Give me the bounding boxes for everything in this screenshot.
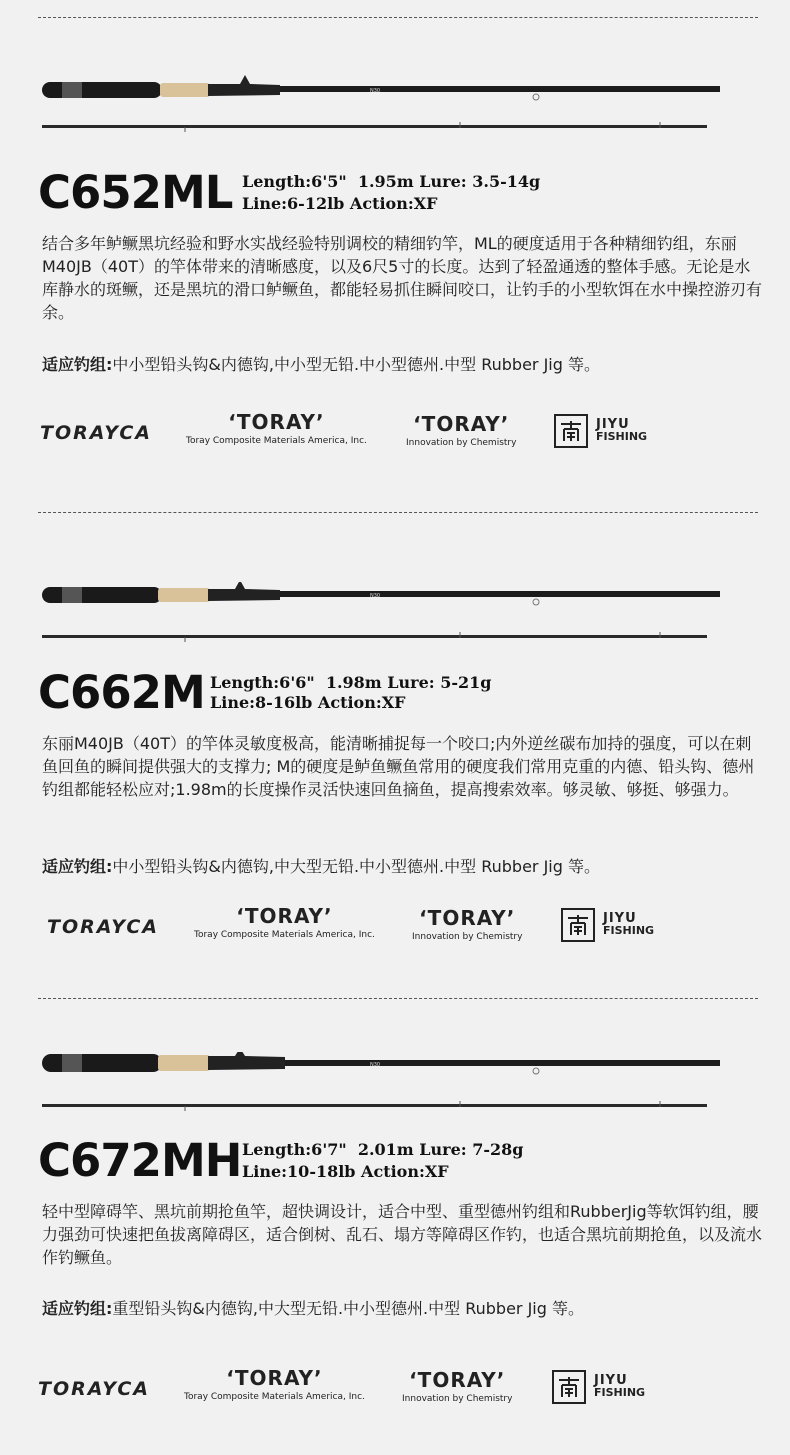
- suitable-rigs: [42, 1296, 584, 1319]
- svg-text:N30: N30: [370, 88, 381, 94]
- fishing-rod-illustration: [40, 1052, 720, 1112]
- product-description: 结合多年鲈鳜黑坑经验和野水实战经验特别调校的精细钓竿，ML的硬度适用于各种精细钓组，东丽M40JB（40T）的竿体带来的清晰感度，以及6尺5寸的长度。达到了轻盈通透的整体手感。无论是水库静水的斑鳜，还是黑坑的滑口鲈鳜鱼，都能轻易抓住瞬间咬口，让钓手的小型软饵在水中操控游刃有余。: [42, 234, 763, 322]
- product-description: 轻中型障碍竿、黑坑前期抢鱼竿，超快调设计，适合中型、重型德州钓组和RubberJig等软饵钓组，腰力强劲可快速把鱼拔离障碍区，适合倒树、乱石、塌方等障碍区作钓，也适合黑坑前期抢鱼，以及流水作钓鳜鱼。: [42, 1202, 763, 1267]
- jiyu-wordmark: JIYU: [596, 417, 630, 432]
- toray-composite-logo: [194, 904, 375, 940]
- spec-line-2: Line:6-12lb Action:XF: [242, 194, 438, 213]
- jiyu-fishing-logo: [554, 414, 647, 448]
- torayca-logo: TORAYCA: [38, 1378, 150, 1400]
- toray-innovation-logo: [412, 906, 522, 942]
- model-name: C652ML: [38, 166, 233, 219]
- rod-image: [40, 1052, 720, 1112]
- jiyu-emblem-icon: [552, 1370, 586, 1404]
- jiyu-text: [594, 1375, 645, 1399]
- toray-innovation-logo: [406, 412, 516, 448]
- product-description: 东丽M40JB（40T）的竿体灵敏度极高，能清晰捕捉每一个咬口;内外逆丝碳布加持的强度，可以在刺鱼回鱼的瞬间提供强大的支撑力; M的硬度是鲈鱼鳜鱼常用的硬度我们常用克重的内德、铅头钩、德州钓组都能轻松应对;1.98m的长度操作灵活快速回鱼摘鱼，提高搜索效率。够灵敏、够挺、够强力。: [42, 734, 755, 799]
- toray-wordmark: ʻTORAYʼ: [409, 1368, 506, 1392]
- fishing-rod-illustration: [40, 72, 720, 132]
- toray-wordmark: ʻTORAYʼ: [419, 906, 516, 930]
- fishing-wordmark: FISHING: [603, 924, 655, 937]
- model-name: C662M: [38, 666, 205, 719]
- toray-wordmark: ʻTORAYʼ: [413, 412, 510, 436]
- suitable-rigs: [42, 854, 600, 877]
- suitable-rigs-label: 适应钓组:: [42, 857, 113, 876]
- spec-line-2: Line:8-16lb Action:XF: [210, 693, 406, 712]
- suitable-rigs-text: 中小型铅头钩&内德钩,中小型无铅.中小型德州.中型 Rubber Jig 等。: [112, 355, 600, 374]
- toray-wordmark: ʻTORAYʼ: [228, 410, 325, 434]
- jiyu-fishing-logo: [561, 908, 654, 942]
- spec-line-1: Length:6'7" 2.01m Lure: 7-28g: [242, 1140, 524, 1159]
- divider-2: [38, 998, 758, 999]
- rod-image: [40, 582, 720, 642]
- rod-image: [40, 72, 720, 132]
- toray-wordmark: ʻTORAYʼ: [226, 1366, 323, 1390]
- toray-composite-caption: Toray Composite Materials America, Inc.: [194, 930, 375, 940]
- toray-innovation-caption: Innovation by Chemistry: [402, 1394, 513, 1404]
- toray-composite-logo: [186, 410, 367, 446]
- jiyu-emblem-icon: [554, 414, 588, 448]
- brand-logos: [38, 410, 678, 460]
- jiyu-emblem-icon: [561, 908, 595, 942]
- toray-wordmark: ʻTORAYʼ: [236, 904, 333, 928]
- spec-line-2: Line:10-18lb Action:XF: [242, 1162, 449, 1181]
- spec-line-1: Length:6'5" 1.95m Lure: 3.5-14g: [242, 172, 541, 191]
- toray-composite-caption: Toray Composite Materials America, Inc.: [186, 436, 367, 446]
- spec-line-1: Length:6'6" 1.98m Lure: 5-21g: [210, 673, 492, 692]
- suitable-rigs-text: 中小型铅头钩&内德钩,中大型无铅.中小型德州.中型 Rubber Jig 等。: [112, 857, 600, 876]
- fishing-rod-illustration: [40, 582, 720, 642]
- suitable-rigs-text: 重型铅头钩&内德钩,中大型无铅.中小型德州.中型 Rubber Jig 等。: [112, 1299, 584, 1318]
- suitable-rigs-label: 适应钓组:: [42, 355, 113, 374]
- divider-top: [38, 17, 758, 18]
- jiyu-wordmark: JIYU: [594, 1373, 628, 1388]
- jiyu-fishing-logo: [552, 1370, 645, 1404]
- jiyu-text: [596, 419, 647, 443]
- torayca-logo: TORAYCA: [40, 422, 152, 444]
- jiyu-text: [603, 913, 654, 937]
- fishing-wordmark: FISHING: [594, 1386, 646, 1399]
- brand-logos: [38, 1366, 678, 1416]
- svg-text:N30: N30: [370, 593, 381, 599]
- suitable-rigs: [42, 352, 600, 375]
- toray-innovation-logo: [402, 1368, 512, 1404]
- fishing-wordmark: FISHING: [596, 430, 648, 443]
- svg-text:N30: N30: [370, 1062, 381, 1068]
- toray-innovation-caption: Innovation by Chemistry: [406, 438, 517, 448]
- torayca-logo: TORAYCA: [47, 916, 159, 938]
- toray-innovation-caption: Innovation by Chemistry: [412, 932, 523, 942]
- brand-logos: [38, 904, 678, 954]
- toray-composite-logo: [184, 1366, 365, 1402]
- suitable-rigs-label: 适应钓组:: [42, 1299, 113, 1318]
- toray-composite-caption: Toray Composite Materials America, Inc.: [184, 1392, 365, 1402]
- jiyu-wordmark: JIYU: [603, 911, 637, 926]
- divider-1: [38, 512, 758, 513]
- model-name: C672MH: [38, 1134, 242, 1187]
